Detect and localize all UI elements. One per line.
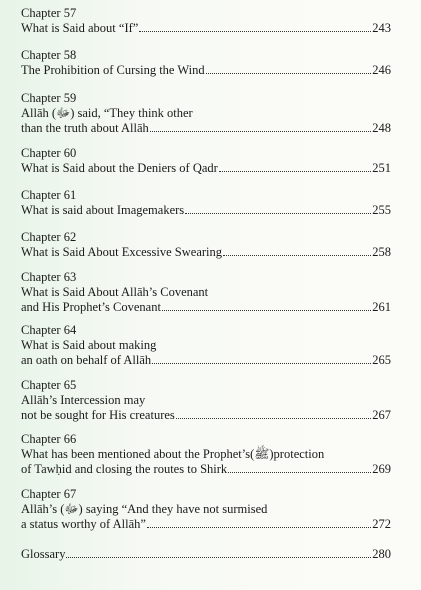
chapter-title-line: Allāh’s Intercession may bbox=[21, 393, 146, 407]
toc-row bbox=[21, 161, 391, 176]
page-number: 246 bbox=[372, 63, 391, 77]
chapter-title: The Prohibition of Cursing the Wind bbox=[21, 63, 205, 77]
page-number: 272 bbox=[372, 517, 391, 531]
chapter-title: not be sought for His creatures bbox=[21, 408, 175, 422]
toc-entry-66 bbox=[21, 432, 391, 477]
toc-row bbox=[21, 462, 391, 477]
chapter-title: What is Said About Excessive Swearing bbox=[21, 245, 223, 259]
chapter-heading: Chapter 66 bbox=[21, 432, 77, 446]
toc-entry-58 bbox=[21, 48, 391, 78]
chapter-heading: Chapter 62 bbox=[21, 230, 77, 244]
chapter-title-line: Allāh’s (ﷻ) saying “And they have not surmised bbox=[21, 502, 268, 516]
toc-row bbox=[21, 300, 391, 315]
toc-entry-65 bbox=[21, 378, 391, 423]
dot-leader bbox=[162, 310, 371, 311]
toc-entry-59 bbox=[21, 91, 391, 136]
dot-leader bbox=[185, 213, 371, 214]
dot-leader bbox=[150, 131, 371, 132]
dot-leader bbox=[223, 255, 371, 256]
dot-leader bbox=[66, 557, 371, 558]
toc-entry-64 bbox=[21, 323, 391, 368]
dot-leader bbox=[219, 171, 371, 172]
chapter-title: What is said about Imagemakers bbox=[21, 203, 185, 217]
dot-leader bbox=[176, 418, 371, 419]
toc-row bbox=[21, 203, 391, 218]
chapter-heading: Chapter 61 bbox=[21, 188, 77, 202]
chapter-title-line: What has been mentioned about the Prophet’s(ﷺ)protection bbox=[21, 447, 325, 461]
page-number: 243 bbox=[372, 21, 391, 35]
dot-leader bbox=[228, 472, 371, 473]
chapter-heading: Chapter 59 bbox=[21, 91, 77, 105]
chapter-title-text: What is Said about the Deniers of Qadr bbox=[21, 161, 218, 175]
page-number: 267 bbox=[372, 408, 391, 422]
toc-row bbox=[21, 408, 391, 423]
chapter-title-line: What is Said About Allāh’s Covenant bbox=[21, 285, 209, 299]
toc-entry-63 bbox=[21, 270, 391, 315]
chapter-title bbox=[21, 161, 218, 176]
chapter-title: a status worthy of Allāh” bbox=[21, 517, 146, 531]
toc-row bbox=[21, 21, 391, 36]
page-number: 261 bbox=[372, 300, 391, 314]
chapter-heading: Chapter 60 bbox=[21, 146, 77, 160]
page-number: 251 bbox=[372, 161, 391, 175]
chapter-heading: Chapter 65 bbox=[21, 378, 77, 392]
chapter-heading: Chapter 57 bbox=[21, 6, 77, 20]
toc-entry-glossary bbox=[21, 547, 391, 562]
toc-row bbox=[21, 353, 391, 368]
toc-row bbox=[21, 547, 391, 562]
toc-entry-60 bbox=[21, 146, 391, 176]
chapter-title: an oath on behalf of Allāh bbox=[21, 353, 152, 367]
page-number: 280 bbox=[372, 547, 391, 561]
chapter-heading: Chapter 63 bbox=[21, 270, 77, 284]
page-number: 269 bbox=[372, 462, 391, 476]
toc-entry-67 bbox=[21, 487, 391, 532]
chapter-title: of Tawḥid and closing the routes to Shirk bbox=[21, 462, 228, 476]
toc-row bbox=[21, 121, 391, 136]
toc-entry-57 bbox=[21, 6, 391, 36]
toc-entry-61 bbox=[21, 188, 391, 218]
chapter-title-line: What is Said about making bbox=[21, 338, 157, 352]
chapter-heading: Chapter 58 bbox=[21, 48, 77, 62]
chapter-heading: Chapter 67 bbox=[21, 487, 77, 501]
chapter-title-line: Allāh (ﷻ) said, “They think other bbox=[21, 106, 193, 120]
toc-entry-62 bbox=[21, 230, 391, 260]
toc-row bbox=[21, 63, 391, 78]
page-number: 248 bbox=[372, 121, 391, 135]
dot-leader bbox=[206, 73, 372, 74]
page-number: 255 bbox=[372, 203, 391, 217]
chapter-title: and His Prophet’s Covenant bbox=[21, 300, 161, 314]
toc-row bbox=[21, 245, 391, 260]
chapter-title: What is Said about “If” bbox=[21, 21, 139, 35]
dot-leader bbox=[139, 31, 371, 32]
glossary-title: Glossary bbox=[21, 547, 66, 561]
chapter-title: than the truth about Allāh bbox=[21, 121, 149, 135]
dot-leader bbox=[147, 527, 371, 528]
toc-row bbox=[21, 517, 391, 532]
chapter-heading: Chapter 64 bbox=[21, 323, 77, 337]
dot-leader bbox=[152, 363, 371, 364]
page-number: 265 bbox=[372, 353, 391, 367]
page-number: 258 bbox=[372, 245, 391, 259]
